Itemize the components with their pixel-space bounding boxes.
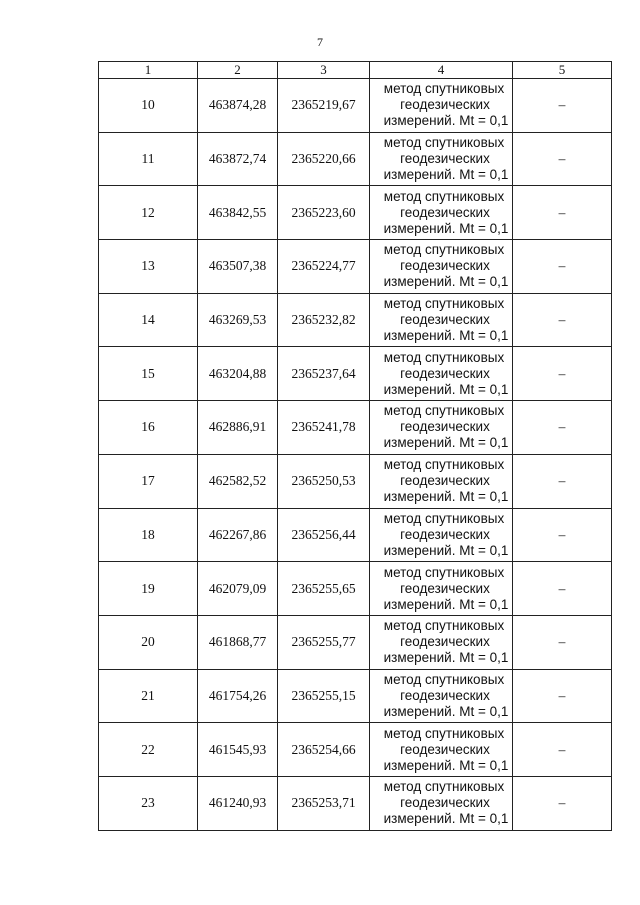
column-header-5: 5	[513, 62, 612, 79]
method-cell	[370, 723, 513, 777]
x-coordinate-cell: 463507,38	[198, 240, 278, 294]
method-line: геодезических	[400, 526, 490, 542]
point-number-cell: 16	[99, 401, 198, 455]
note-cell: –	[513, 562, 612, 616]
method-line: измерений. Mt = 0,1	[383, 167, 509, 183]
note-cell: –	[513, 401, 612, 455]
x-coordinate-cell: 462886,91	[198, 401, 278, 455]
coordinates-table	[98, 61, 612, 831]
method-line: геодезических	[400, 312, 490, 328]
table-row	[99, 347, 612, 401]
table-body	[99, 79, 612, 831]
method-line: геодезических	[400, 258, 490, 274]
method-line: метод спутниковых	[383, 403, 505, 419]
method-line: геодезических	[400, 204, 490, 220]
method-line: метод спутниковых	[383, 779, 505, 795]
method-line: геодезических	[400, 795, 490, 811]
method-line: метод спутниковых	[383, 564, 505, 580]
method-cell	[370, 186, 513, 240]
y-coordinate-cell: 2365255,77	[278, 615, 370, 669]
y-coordinate-cell: 2365253,71	[278, 776, 370, 830]
method-cell	[370, 454, 513, 508]
y-coordinate-cell: 2365219,67	[278, 79, 370, 133]
column-header-3: 3	[278, 62, 370, 79]
y-coordinate-cell: 2365232,82	[278, 293, 370, 347]
x-coordinate-cell: 463269,53	[198, 293, 278, 347]
table-row	[99, 562, 612, 616]
method-line: метод спутниковых	[383, 296, 505, 312]
note-cell: –	[513, 132, 612, 186]
method-line: измерений. Mt = 0,1	[383, 113, 509, 129]
x-coordinate-cell: 462582,52	[198, 454, 278, 508]
table-row	[99, 401, 612, 455]
method-line: метод спутниковых	[383, 725, 505, 741]
point-number-cell: 17	[99, 454, 198, 508]
table-row	[99, 508, 612, 562]
table-row	[99, 79, 612, 133]
method-line: измерений. Mt = 0,1	[383, 489, 509, 505]
point-number-cell: 21	[99, 669, 198, 723]
method-line: измерений. Mt = 0,1	[383, 220, 509, 236]
point-number-cell: 20	[99, 615, 198, 669]
note-cell: –	[513, 79, 612, 133]
x-coordinate-cell: 461868,77	[198, 615, 278, 669]
table-row	[99, 454, 612, 508]
y-coordinate-cell: 2365220,66	[278, 132, 370, 186]
x-coordinate-cell: 461754,26	[198, 669, 278, 723]
y-coordinate-cell: 2365250,53	[278, 454, 370, 508]
table-row	[99, 669, 612, 723]
method-cell	[370, 615, 513, 669]
method-cell	[370, 508, 513, 562]
y-coordinate-cell: 2365255,65	[278, 562, 370, 616]
note-cell: –	[513, 186, 612, 240]
x-coordinate-cell: 462267,86	[198, 508, 278, 562]
column-header-2: 2	[198, 62, 278, 79]
method-line: метод спутниковых	[383, 242, 505, 258]
note-cell: –	[513, 240, 612, 294]
method-cell	[370, 562, 513, 616]
note-cell: –	[513, 776, 612, 830]
note-cell: –	[513, 615, 612, 669]
method-line: измерений. Mt = 0,1	[383, 811, 509, 827]
y-coordinate-cell: 2365256,44	[278, 508, 370, 562]
method-line: измерений. Mt = 0,1	[383, 328, 509, 344]
x-coordinate-cell: 463874,28	[198, 79, 278, 133]
point-number-cell: 14	[99, 293, 198, 347]
method-cell	[370, 132, 513, 186]
point-number-cell: 23	[99, 776, 198, 830]
method-line: метод спутниковых	[383, 510, 505, 526]
header-row	[99, 62, 612, 79]
method-line: измерений. Mt = 0,1	[383, 757, 509, 773]
point-number-cell: 11	[99, 132, 198, 186]
note-cell: –	[513, 508, 612, 562]
method-cell	[370, 293, 513, 347]
page-number: 7	[317, 35, 323, 49]
method-line: метод спутниковых	[383, 81, 505, 97]
column-header-1: 1	[99, 62, 198, 79]
note-cell: –	[513, 669, 612, 723]
method-line: метод спутниковых	[383, 135, 505, 151]
table-row	[99, 615, 612, 669]
method-cell	[370, 669, 513, 723]
method-line: геодезических	[400, 365, 490, 381]
y-coordinate-cell: 2365255,15	[278, 669, 370, 723]
note-cell: –	[513, 723, 612, 777]
table-row	[99, 776, 612, 830]
method-line: измерений. Mt = 0,1	[383, 650, 509, 666]
table-row	[99, 723, 612, 777]
method-line: измерений. Mt = 0,1	[383, 703, 509, 719]
method-line: геодезических	[400, 741, 490, 757]
table-row	[99, 132, 612, 186]
method-line: геодезических	[400, 687, 490, 703]
point-number-cell: 10	[99, 79, 198, 133]
method-line: метод спутниковых	[383, 457, 505, 473]
method-line: геодезических	[400, 634, 490, 650]
x-coordinate-cell: 461240,93	[198, 776, 278, 830]
method-line: метод спутниковых	[383, 349, 505, 365]
method-line: геодезических	[400, 419, 490, 435]
note-cell: –	[513, 454, 612, 508]
method-cell	[370, 401, 513, 455]
table-row	[99, 293, 612, 347]
table-row	[99, 240, 612, 294]
x-coordinate-cell: 462079,09	[198, 562, 278, 616]
column-header-4: 4	[370, 62, 513, 79]
method-line: измерений. Mt = 0,1	[383, 542, 509, 558]
method-line: измерений. Mt = 0,1	[383, 596, 509, 612]
point-number-cell: 15	[99, 347, 198, 401]
method-line: геодезических	[400, 97, 490, 113]
y-coordinate-cell: 2365237,64	[278, 347, 370, 401]
method-line: измерений. Mt = 0,1	[383, 274, 509, 290]
method-line: метод спутниковых	[383, 188, 505, 204]
x-coordinate-cell: 463842,55	[198, 186, 278, 240]
method-line: метод спутниковых	[383, 618, 505, 634]
note-cell: –	[513, 293, 612, 347]
method-cell	[370, 240, 513, 294]
point-number-cell: 18	[99, 508, 198, 562]
point-number-cell: 13	[99, 240, 198, 294]
method-cell	[370, 79, 513, 133]
method-cell	[370, 347, 513, 401]
method-line: геодезических	[400, 151, 490, 167]
y-coordinate-cell: 2365254,66	[278, 723, 370, 777]
point-number-cell: 12	[99, 186, 198, 240]
method-line: измерений. Mt = 0,1	[383, 381, 509, 397]
y-coordinate-cell: 2365224,77	[278, 240, 370, 294]
table-row	[99, 186, 612, 240]
method-line: геодезических	[400, 580, 490, 596]
y-coordinate-cell: 2365241,78	[278, 401, 370, 455]
x-coordinate-cell: 461545,93	[198, 723, 278, 777]
method-line: геодезических	[400, 473, 490, 489]
method-line: метод спутниковых	[383, 671, 505, 687]
point-number-cell: 22	[99, 723, 198, 777]
x-coordinate-cell: 463204,88	[198, 347, 278, 401]
note-cell: –	[513, 347, 612, 401]
method-line: измерений. Mt = 0,1	[383, 435, 509, 451]
y-coordinate-cell: 2365223,60	[278, 186, 370, 240]
point-number-cell: 19	[99, 562, 198, 616]
method-cell	[370, 776, 513, 830]
x-coordinate-cell: 463872,74	[198, 132, 278, 186]
